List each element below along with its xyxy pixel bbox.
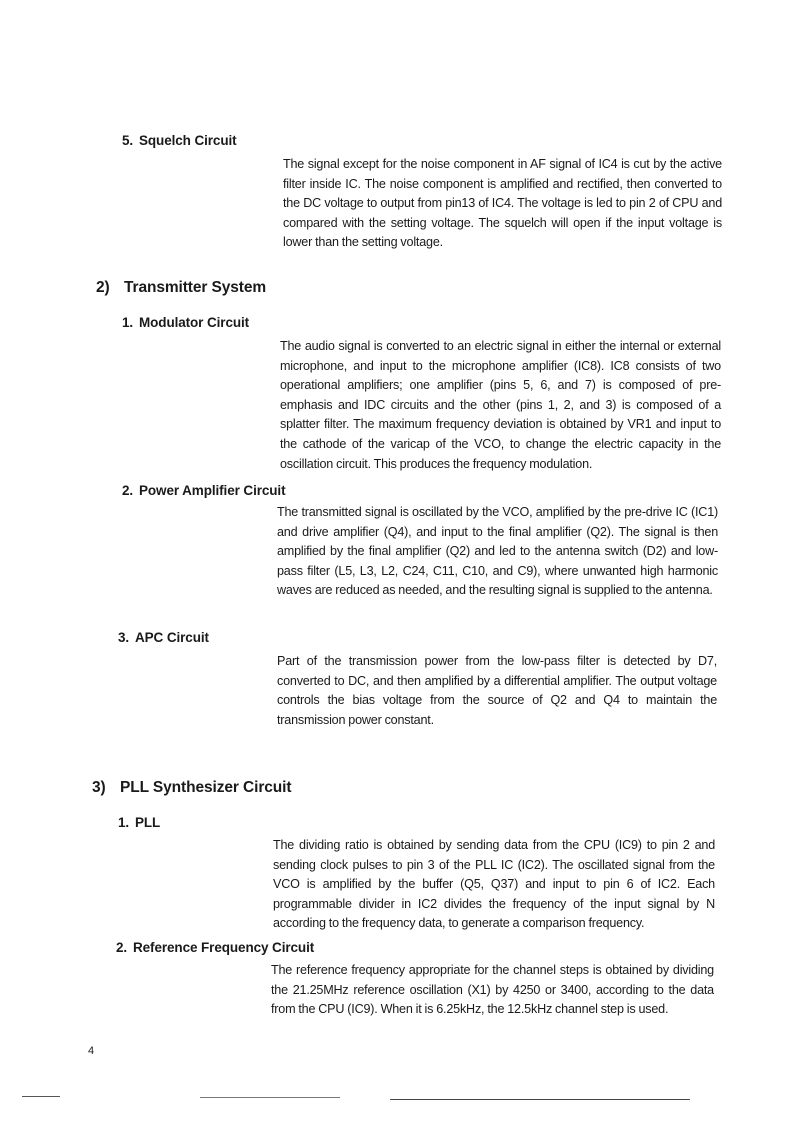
pll-number: 1. [118,815,130,830]
pll-synth-number: 3) [92,779,106,796]
modulator-body: The audio signal is converted to an electric signal in either the internal or external microphone, and input to the microphone amplifier (IC8). IC8 consists of two operational amplifiers; one amplifier (pins 5, 6, and 7) is composed of pre-emphasis and IDC circuits and the other (pins 1, 2, and 3) is composed of a splatter filter. The maximum frequency deviation is obtained by VR1 and input to the cathode of the varicap of the VCO, to change the electric capacity in the oscillation circuit. This produces the frequency modulation. [280,339,721,471]
apc-body: Part of the transmission power from the low-pass filter is detected by D7, converted to DC, and then amplified by a differential amplifier. The output voltage controls the bias voltage from the source of Q2 and Q4 to maintain the transmission power constant. [277,654,717,727]
pll-title: PLL [135,815,161,830]
pll-body: The dividing ratio is obtained by sending data from the CPU (IC9) to pin 2 and sending clock pulses to pin 3 of the PLL IC (IC2). The oscillated signal from the VCO is amplified by the buffer (Q5, Q37) and input to pin 6 of IC2. Each programmable divider in IC2 divides the frequency of the input signal by N according to the frequency data, to generate a comparison frequency. [273,838,715,931]
ref-freq-heading [116,940,314,955]
modulator-heading [122,315,249,330]
squelch-title: Squelch Circuit [139,133,237,148]
squelch-number: 5. [122,133,134,148]
footer-rule-right [390,1099,690,1100]
ref-freq-number: 2. [116,940,128,955]
modulator-title: Modulator Circuit [139,315,250,330]
power-amp-number: 2. [122,483,134,498]
apc-title: APC Circuit [135,630,209,645]
page-number: 4 [88,1045,95,1057]
power-amp-heading [122,483,285,498]
modulator-number: 1. [122,315,134,330]
apc-heading [118,630,209,645]
apc-number: 3. [118,630,130,645]
squelch-body: The signal except for the noise component in AF signal of IC4 is cut by the active filter inside IC. The noise component is amplified and rectified, then converted to the DC voltage to output from pin13 of IC4. The voltage is led to pin 2 of CPU and compared with the setting voltage. The squelch will open if the input voltage is lower than the setting voltage. [283,157,722,250]
squelch-heading [122,133,237,148]
ref-freq-title: Reference Frequency Circuit [133,940,315,955]
transmitter-number: 2) [96,279,110,296]
footer-rule-left [22,1096,60,1097]
pll-synth-title: PLL Synthesizer Circuit [120,779,292,796]
footer-rule-middle [200,1097,340,1098]
transmitter-title: Transmitter System [124,279,267,296]
power-amp-body: The transmitted signal is oscillated by the VCO, amplified by the pre-drive IC (IC1) and drive amplifier (Q4), and input to the final amplifier (Q2). The signal is then amplified by the final amplifier (Q2) and led to the antenna switch (D2) and low-pass filter (L5, L3, L2, C24, C11, C10, and C9), where unwanted high harmonic waves are reduced as needed, and the resulting signal is supplied to the antenna. [277,505,718,598]
ref-freq-body: The reference frequency appropriate for the channel steps is obtained by dividing the 21.25MHz reference oscillation (X1) by 4250 or 3400, according to the data from the CPU (IC9). When it is 6.25kHz, the 12.5kHz channel step is used. [271,963,714,1017]
pll-heading [118,815,160,830]
pll-synth-heading [92,779,291,797]
transmitter-heading [96,279,266,297]
power-amp-title: Power Amplifier Circuit [139,483,286,498]
